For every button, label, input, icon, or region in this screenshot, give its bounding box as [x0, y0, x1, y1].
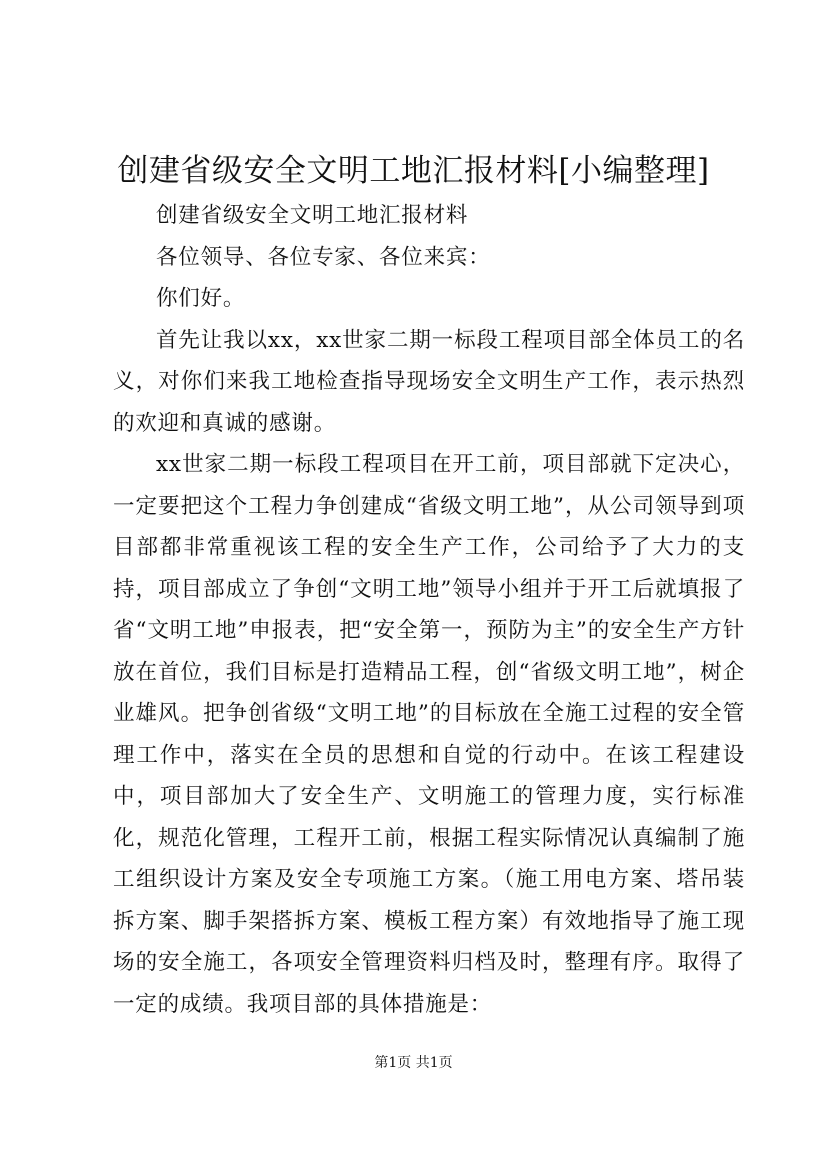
- paragraph-subtitle: 创建省级安全文明工地汇报材料: [156, 203, 469, 228]
- document-title: 创建省级安全文明工地汇报材料[小编整理]: [117, 153, 710, 189]
- document-body: [113, 195, 745, 1025]
- paragraph-salutation: 各位领导、各位专家、各位来宾：: [156, 244, 491, 270]
- paragraph-main: xx世家二期一标段工程项目在开工前，项目部就下定决心，一定要把这个工程力争创建成“省级文明工地”，从公司领导到项目部都非常重视该工程的安全生产工作，公司给予了大力的支持，项目部成立了争创“文明工地”领导小组并于开工后就填报了省“文明工地”申报表，把“安全第一，预防为主”的安全生产方针放在首位，我们目标是打造精品工程，创“省级文明工地”，树企业雄风。把争创省级“文明工地”的目标放在全施工过程的安全管理工作中，落实在全员的思想和自觉的行动中。在该工程建设中，项目部加大了安全生产、文明施工的管理力度，实行标准化，规范化管理，工程开工前，根据工程实际情况认真编制了施工组织设计方案及安全专项施工方案。（施工用电方案、塔吊装拆方案、脚手架搭拆方案、模板工程方案）有效地指导了施工现场的安全施工，各项安全管理资料归档及时，整理有序。取得了一定的成绩。我项目部的具体措施是：: [113, 452, 745, 1017]
- paragraph-welcome: 首先让我以xx，xx世家二期一标段工程项目部全体员工的名义，对你们来我工地检查指导现场安全文明生产工作，表示热烈的欢迎和真诚的感谢。: [113, 327, 745, 436]
- page-footer: 第1页 共1页: [374, 1055, 453, 1071]
- paragraph-greeting: 你们好。: [156, 286, 246, 311]
